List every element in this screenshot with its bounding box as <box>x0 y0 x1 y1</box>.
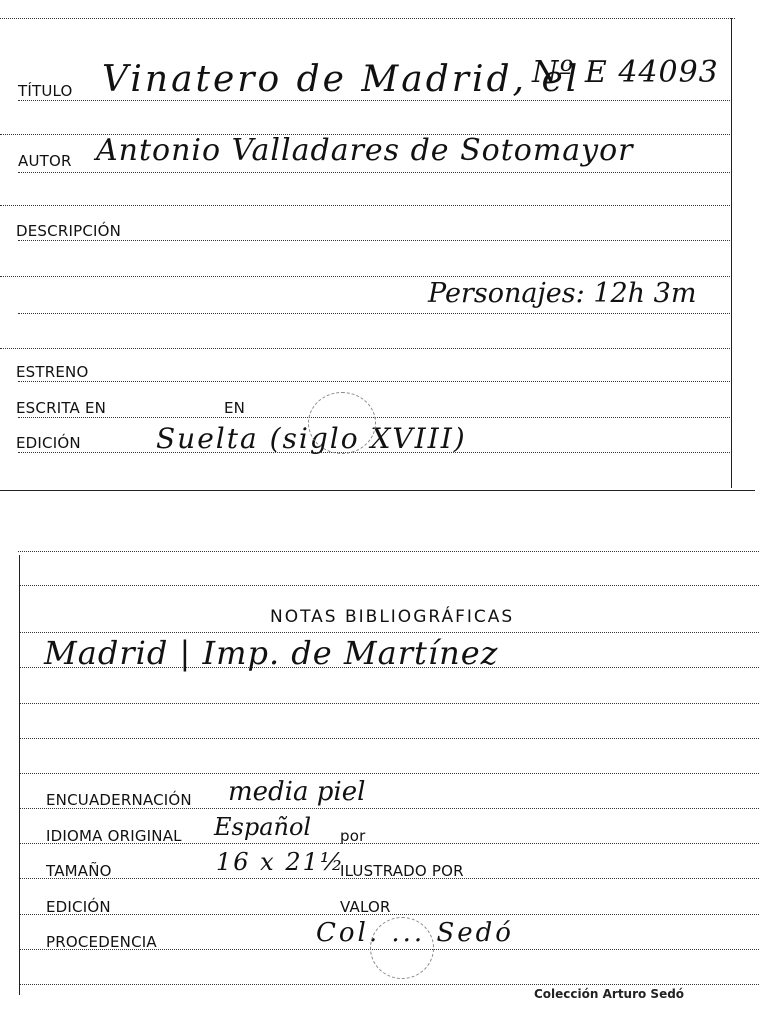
catalog-card-top <box>0 0 759 495</box>
rule <box>20 703 759 704</box>
rule <box>20 632 759 633</box>
catalog-number: Nº E 44093 <box>532 55 719 90</box>
rule <box>0 205 730 206</box>
en-label: EN <box>224 399 246 417</box>
rule <box>18 381 730 382</box>
descripcion-label: DESCRIPCIÓN <box>16 222 122 240</box>
top-border <box>0 18 735 19</box>
rule <box>18 313 730 314</box>
collection-footer: Colección Arturo Sedó <box>534 987 685 1001</box>
left-border <box>19 555 20 995</box>
rule <box>18 240 730 241</box>
tamano-label: TAMAÑO <box>46 862 112 880</box>
rule <box>0 348 730 349</box>
idioma-label: IDIOMA ORIGINAL <box>46 827 182 845</box>
rule <box>20 585 759 586</box>
edicion-label: EDICIÓN <box>16 434 81 452</box>
stamp-mark <box>370 917 434 979</box>
notas-value: Madrid | Imp. de Martínez <box>44 634 499 672</box>
right-border <box>731 18 732 488</box>
idioma-value: Español <box>214 813 312 841</box>
titulo-label: TÍTULO <box>18 82 73 100</box>
rule <box>20 984 759 985</box>
encuadernacion-label: ENCUADERNACIÓN <box>46 791 192 809</box>
edicion-label-bottom: EDICIÓN <box>46 898 111 916</box>
rule <box>18 100 730 101</box>
top-border <box>18 551 759 552</box>
rule <box>20 738 759 739</box>
titulo-value: Vinatero de Madrid, el <box>102 59 581 100</box>
tamano-value: 16 x 21½ <box>216 848 346 876</box>
ilustrado-label: ILUSTRADO POR <box>340 862 464 880</box>
rule <box>18 172 730 173</box>
procedencia-label: PROCEDENCIA <box>46 933 157 951</box>
por-label: por <box>340 827 366 845</box>
edicion-value: Suelta (siglo XVIII) <box>156 422 467 455</box>
estreno-label: ESTRENO <box>16 363 89 381</box>
autor-value: Antonio Valladares de Sotomayor <box>96 133 634 168</box>
valor-label: VALOR <box>340 898 391 916</box>
stamp-mark <box>308 392 376 454</box>
procedencia-value: Col. ... Sedó <box>316 918 514 948</box>
autor-label: AUTOR <box>18 152 72 170</box>
catalog-card-bottom <box>0 545 759 1028</box>
descripcion-value: Personajes: 12h 3m <box>428 278 697 309</box>
escrita-en-label: ESCRITA EN <box>16 399 107 417</box>
encuadernacion-value: media piel <box>228 777 366 807</box>
bottom-edge <box>0 490 755 491</box>
rule <box>20 773 759 774</box>
notas-heading: NOTAS BIBLIOGRÁFICAS <box>270 607 515 627</box>
rule <box>0 276 730 277</box>
